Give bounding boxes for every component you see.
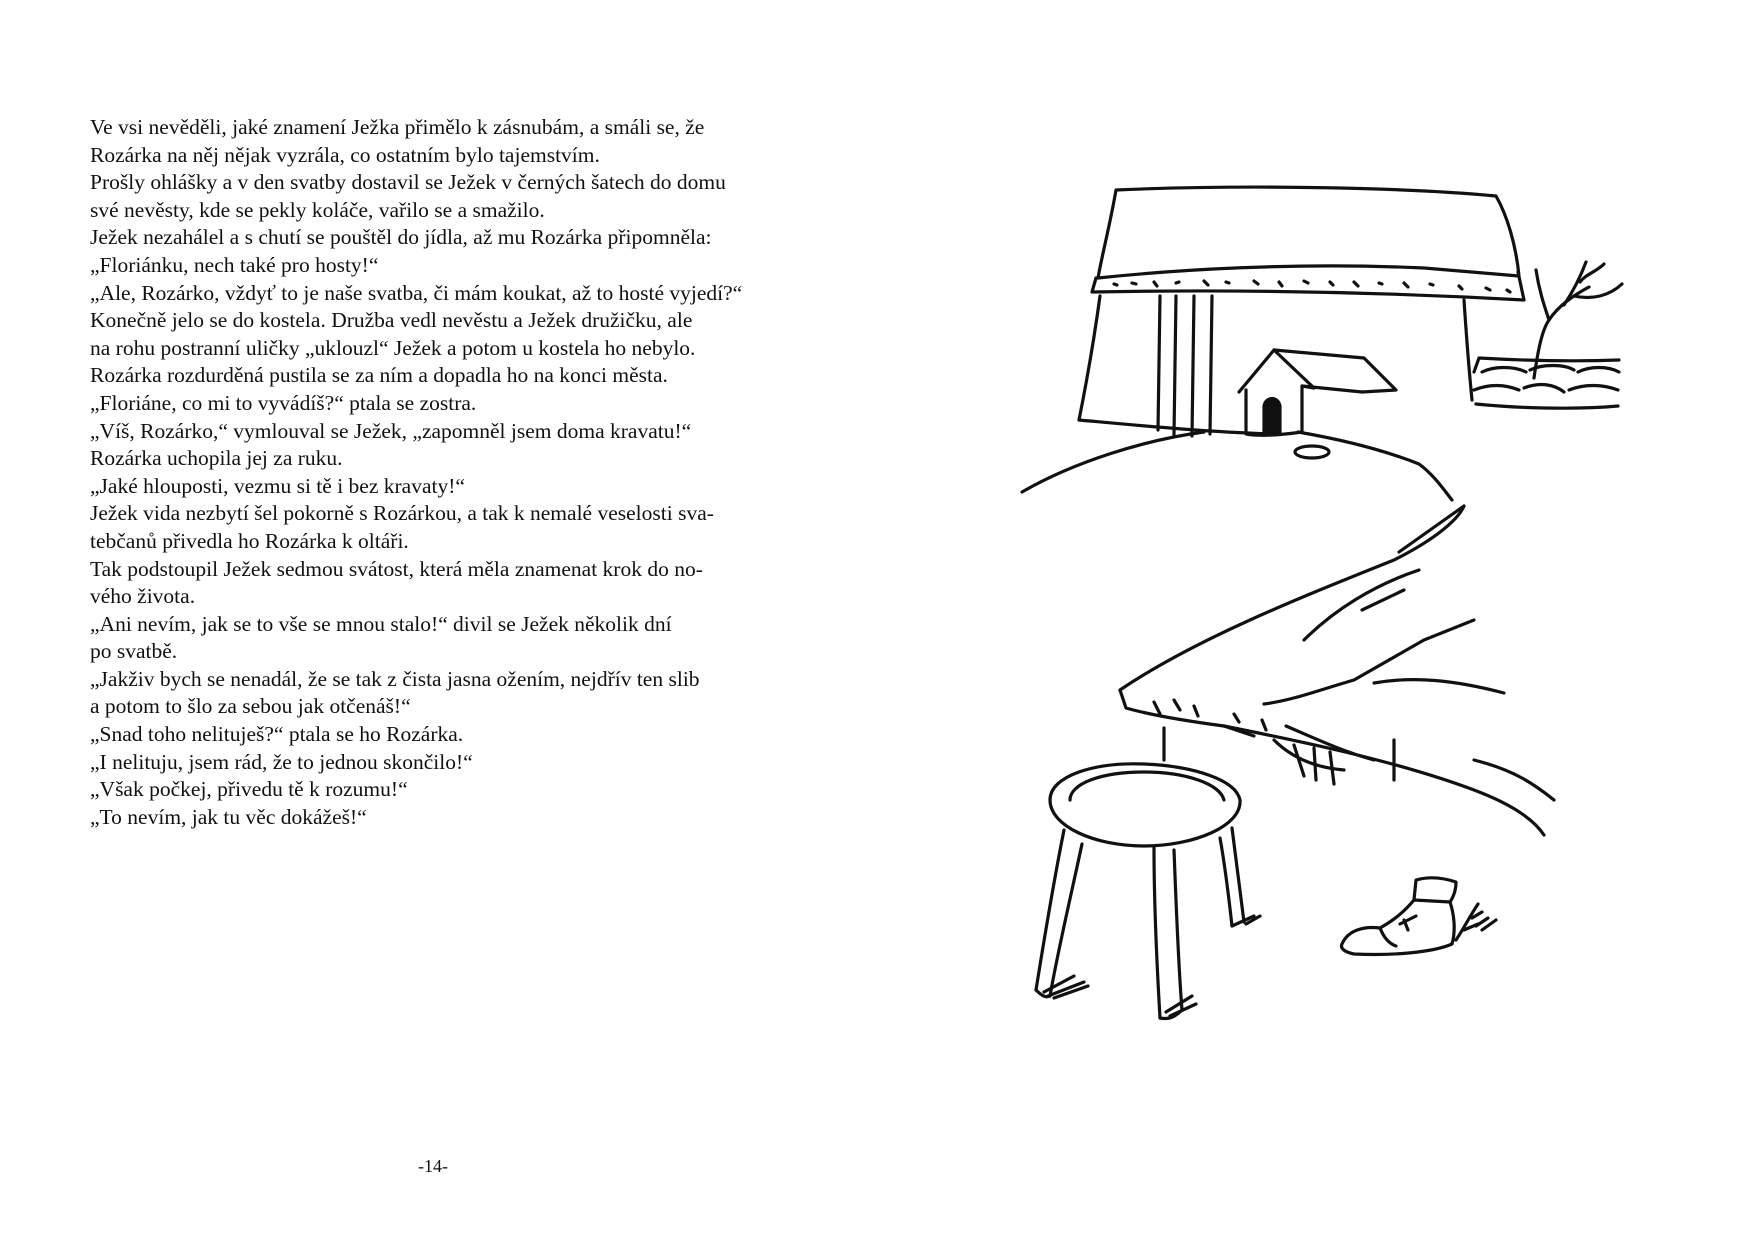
text-line: „Floriáne, co mi to vyvádíš?“ ptala se zostra. <box>90 390 477 415</box>
text-line: Prošly ohlášky a v den svatby dostavil se Ježek v černých šatech do domu <box>90 170 726 195</box>
text-line: Ježek vida nezbytí šel pokorně s Rozárkou, a tak k nemalé veselosti sva- <box>90 501 714 526</box>
text-line: „Floriánku, nech také pro hosty!“ <box>90 252 379 277</box>
dog-kennel <box>1239 350 1396 435</box>
text-line: na rohu postranní uličky „uklouzl“ Ježek a potom u kostela ho nebylo. <box>90 335 696 360</box>
ground <box>1022 432 1452 500</box>
text-line: a potom to šlo za sebou jak otčenáš!“ <box>90 694 411 719</box>
text-line: „To nevím, jak tu věc dokážeš!“ <box>90 804 367 829</box>
text-line: Tak podstoupil Ježek sedmou svátost, která měla znamenat krok do no- <box>90 556 703 581</box>
ink-illustration <box>874 0 1749 1241</box>
text-line: „Ale, Rozárko, vždyť to je naše svatba, či mám koukat, až to hosté vyjedí?“ <box>90 280 743 305</box>
stool <box>1036 764 1260 1019</box>
text-line: Rozárka na něj nějak vyzrála, co ostatním bylo tajemstvím. <box>90 142 600 167</box>
page-number: -14- <box>418 1156 448 1176</box>
text-line: „Snad toho nelituješ?“ ptala se ho Rozárka. <box>90 722 464 747</box>
text-line: „Ani nevím, jak se to vše se mnou stalo!“ divil se Ježek několik dní <box>90 611 672 636</box>
bowl <box>1295 446 1329 458</box>
shoe <box>1342 878 1497 955</box>
bench <box>1120 506 1554 835</box>
text-line: „Však počkej, přivedu tě k rozumu!“ <box>90 777 408 802</box>
text-line: po svatbě. <box>90 639 178 664</box>
story-text <box>90 114 774 831</box>
text-line: „I nelituju, jsem rád, že to jednou skončilo!“ <box>90 749 473 774</box>
left-page <box>0 0 874 1241</box>
text-line: Konečně jelo se do kostela. Družba vedl nevěstu a Ježek družičku, ale <box>90 308 693 333</box>
text-line: Rozárka rozdurděná pustila se za ním a dopadla ho na konci města. <box>90 363 668 388</box>
text-line: své nevěsty, kde se pekly koláče, vařilo se a smažilo. <box>90 197 545 222</box>
text-line: „Víš, Rozárko,“ vymlouval se Ježek, „zapomněl jsem doma kravatu!“ <box>90 418 692 443</box>
text-line: „Jaké hlouposti, vezmu si tě i bez kravaty!“ <box>90 473 465 498</box>
text-line: tebčanů přivedla ho Rozárka k oltáři. <box>90 528 409 553</box>
text-line: Rozárka uchopila jej za ruku. <box>90 446 343 471</box>
text-line: vého života. <box>90 584 196 609</box>
text-line: „Jakživ bych se nenadál, že se tak z čista jasna ožením, nejdřív ten slib <box>90 666 700 691</box>
text-line: Ježek nezahálel a s chutí se pouštěl do jídla, až mu Rozárka připomněla: <box>90 225 712 250</box>
text-line: Ve vsi nevěděli, jaké znamení Ježka přimělo k zásnubám, a smáli se, že <box>90 115 705 139</box>
right-page <box>874 0 1749 1241</box>
stone-wall <box>1474 358 1619 408</box>
